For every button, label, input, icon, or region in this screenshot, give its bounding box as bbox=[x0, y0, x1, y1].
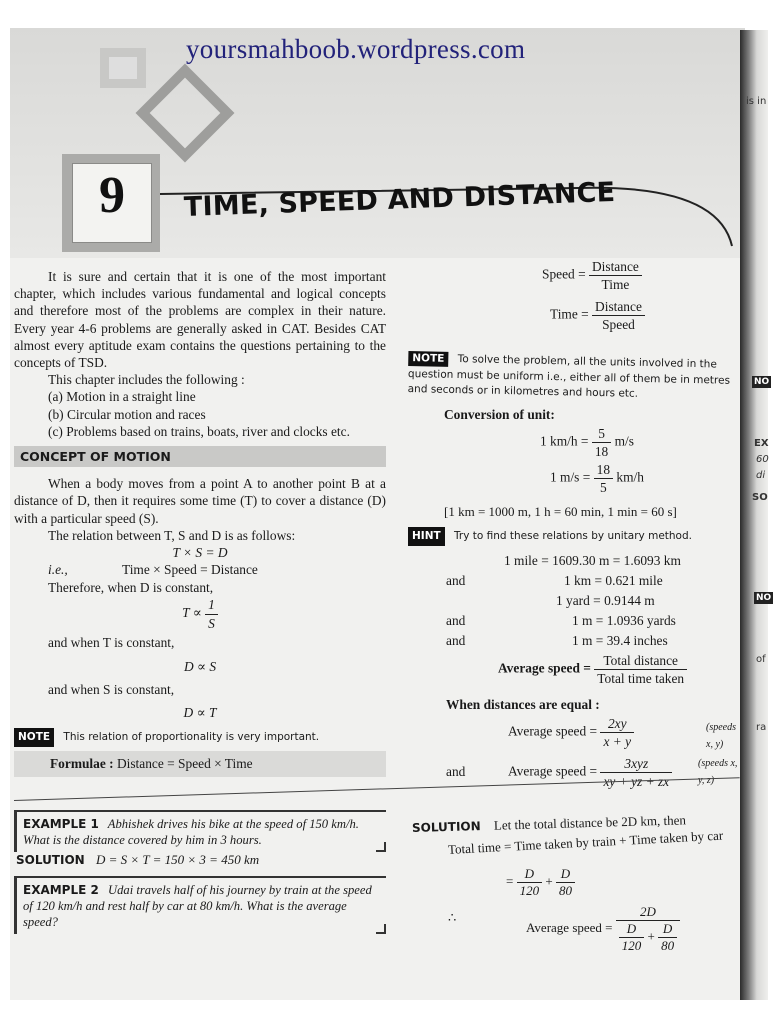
formula-lhs: Time = bbox=[550, 306, 589, 322]
formula-lhs: Average speed = bbox=[508, 763, 598, 779]
fraction-numerator: D bbox=[619, 921, 645, 938]
relation-mile: 1 mile = 1609.30 m = 1.6093 km bbox=[504, 553, 681, 568]
formulae-bar bbox=[14, 751, 386, 776]
edge-fragment: of bbox=[756, 654, 766, 665]
relation-km: 1 km = 0.621 mile bbox=[564, 573, 663, 588]
fraction-denominator: 120 bbox=[621, 938, 642, 953]
list-item: (b) Circular motion and races bbox=[48, 406, 206, 422]
proportion-lhs: T ∝ bbox=[182, 605, 202, 621]
formulae-text: Distance = Speed × Time bbox=[116, 756, 253, 772]
fraction-numerator: 18 bbox=[594, 461, 613, 479]
fraction bbox=[205, 596, 218, 631]
fraction-denominator: 5 bbox=[600, 480, 607, 495]
formula-lhs: Average speed = bbox=[498, 660, 591, 676]
edge-fragment: SO bbox=[752, 492, 768, 503]
fraction bbox=[517, 866, 543, 899]
solution-label: SOLUTION bbox=[411, 819, 481, 835]
fraction-numerator: Total distance bbox=[594, 652, 687, 670]
hint-row bbox=[408, 526, 738, 546]
relation-row bbox=[408, 592, 738, 612]
decorative-square bbox=[100, 48, 146, 88]
edge-fragment: EX bbox=[754, 438, 769, 449]
fraction-denominator: 80 bbox=[558, 883, 572, 898]
therefore-sign: ∴ bbox=[448, 910, 457, 925]
note-row bbox=[14, 727, 386, 747]
concept-paragraph: When a body moves from a point A to another point B at a distance of D, then it requires some time (T) to cover a distance (D) with a particular speed (S). bbox=[14, 476, 386, 526]
section-heading: CONCEPT OF MOTION bbox=[14, 446, 386, 467]
intro-paragraph: It is sure and certain that it is one of the most important chapter, which includes various fundamental and logical concepts and therefore most of the problems are complex in their nature. Every year 4-6 problems are generally asked in CAT. Besides CAT almost every aptitude exam contains the questions pertaining to the concepts of TSD. bbox=[14, 269, 386, 371]
fraction-denominator: Time bbox=[601, 277, 630, 292]
book-spine bbox=[740, 30, 768, 1020]
formula-lhs: Average speed = bbox=[526, 919, 613, 935]
relation-m-yards: 1 m = 1.0936 yards bbox=[572, 613, 676, 628]
fraction-numerator: Distance bbox=[592, 298, 645, 316]
hint-text: Try to find these relations by unitary method. bbox=[454, 530, 692, 542]
conversion-kmh bbox=[408, 425, 738, 461]
right-column bbox=[408, 256, 738, 795]
average-speed-formula bbox=[408, 652, 738, 692]
equal-distance-heading: When distances are equal : bbox=[446, 697, 600, 712]
proportion-d-s: D ∝ S bbox=[183, 658, 217, 674]
equation-row bbox=[14, 561, 386, 579]
chapter-number: 9 bbox=[99, 167, 125, 224]
edge-fragment: NO bbox=[756, 593, 772, 603]
relation-row bbox=[408, 552, 738, 572]
example-2 bbox=[14, 876, 386, 934]
total-time-line: Total time = Time taken by train + Time taken by car bbox=[447, 827, 724, 857]
avg-speed-result bbox=[526, 904, 680, 954]
relation-intro: The relation between T, S and D is as follows: bbox=[48, 527, 296, 543]
fraction-numerator: 2xy bbox=[600, 715, 634, 733]
formula-lhs: Average speed = bbox=[508, 723, 598, 739]
watermark: yoursmahboob.wordpress.com bbox=[186, 34, 526, 64]
fraction-denominator: x + y bbox=[603, 734, 632, 749]
compound-fraction bbox=[616, 904, 680, 954]
fraction-numerator: D bbox=[658, 921, 677, 938]
note-text: To solve the problem, all the units involved in the question must be uniform i.e., either all of them be in metres and seconds or in kilometres and hours etc. bbox=[407, 353, 731, 400]
relation-m-inches: 1 m = 39.4 inches bbox=[572, 633, 668, 648]
note-tag: NOTE bbox=[408, 351, 448, 367]
speeds-note: (speeds x, y) bbox=[706, 722, 736, 750]
fraction bbox=[594, 461, 613, 496]
fraction-numerator: 2D bbox=[616, 904, 680, 921]
fraction bbox=[592, 425, 611, 460]
and-label: and bbox=[446, 764, 466, 779]
solution-text: D = S × T = 150 × 3 = 450 km bbox=[95, 852, 260, 867]
plus-sign: + bbox=[545, 873, 553, 889]
note-tag: NOTE bbox=[14, 728, 54, 747]
fraction-numerator: D bbox=[517, 866, 543, 883]
unit: m/s bbox=[614, 433, 634, 449]
chapter-title: TIME, SPEED AND DISTANCE bbox=[183, 176, 616, 223]
list-item: (a) Motion in a straight line bbox=[48, 389, 196, 405]
relation-row bbox=[408, 572, 738, 592]
fraction-numerator: 5 bbox=[592, 425, 611, 443]
formula-lhs: Speed = bbox=[542, 266, 586, 282]
example-corner bbox=[376, 924, 386, 934]
fraction-denominator bbox=[616, 921, 680, 954]
t-constant-text: and when T is constant, bbox=[48, 635, 175, 651]
unit-bracket: [1 km = 1000 m, 1 h = 60 min, 1 min = 60 s] bbox=[444, 504, 677, 519]
relation-row bbox=[408, 632, 738, 652]
hint-tag: HINT bbox=[408, 527, 445, 546]
page-margin bbox=[0, 0, 10, 1024]
fraction-denominator: xy + yz + zx bbox=[603, 774, 670, 789]
topic-list bbox=[14, 388, 386, 440]
speed-formula bbox=[408, 256, 738, 296]
example-label: EXAMPLE 1 bbox=[23, 817, 99, 831]
solution-1 bbox=[16, 852, 259, 868]
edge-fragment: is in bbox=[746, 96, 767, 107]
fraction-denominator: Total time taken bbox=[597, 671, 685, 686]
unit: km/h bbox=[616, 469, 644, 485]
bottom-margin bbox=[0, 1000, 768, 1024]
edge-fragment: di bbox=[756, 470, 766, 481]
speeds-note: (speeds x, y, z) bbox=[698, 758, 738, 786]
fraction bbox=[600, 715, 634, 750]
fraction-denominator: 80 bbox=[661, 938, 675, 953]
conversion-ms bbox=[408, 461, 738, 499]
example-text: Udai travels half of his journey by train at the speed of 120 km/h and rest half by car at 80 km/h. What is the average speed? bbox=[23, 883, 372, 929]
fraction-denominator: 18 bbox=[594, 444, 609, 459]
example-corner bbox=[376, 842, 386, 852]
formulae-label: Formulae : bbox=[50, 756, 114, 772]
list-intro: This chapter includes the following : bbox=[48, 372, 245, 388]
edge-fragment: NO bbox=[754, 377, 770, 387]
ie-label: i.e., bbox=[48, 562, 68, 578]
example-text: Abhishek drives his bike at the speed of 150 km/h. What is the distance covered by him in 3 hours. bbox=[23, 817, 359, 847]
note-row bbox=[408, 350, 739, 403]
fraction bbox=[658, 921, 677, 954]
fraction-numerator: 1 bbox=[205, 596, 218, 614]
fraction bbox=[589, 258, 642, 293]
average-speed-three bbox=[408, 755, 738, 795]
equals-sign: = bbox=[506, 873, 514, 889]
s-constant-text: and when S is constant, bbox=[48, 681, 175, 697]
solution-label: SOLUTION bbox=[16, 853, 85, 867]
fraction-denominator: Speed bbox=[602, 317, 635, 332]
fraction-denominator: 120 bbox=[519, 883, 540, 898]
fraction-numerator: Distance bbox=[589, 258, 642, 276]
and-label: and bbox=[446, 633, 466, 648]
example-label: EXAMPLE 2 bbox=[23, 883, 99, 897]
formula-lhs: 1 km/h = bbox=[540, 433, 589, 449]
left-column bbox=[14, 268, 386, 777]
note-text: This relation of proportionality is very important. bbox=[63, 731, 320, 744]
fraction-numerator: D bbox=[556, 866, 575, 883]
d-constant-text: Therefore, when D is constant, bbox=[48, 580, 214, 596]
average-speed-two bbox=[408, 715, 738, 755]
example-1 bbox=[14, 810, 386, 852]
fraction-denominator: S bbox=[208, 615, 215, 631]
equation-tsd: T × S = D bbox=[172, 545, 228, 561]
and-label: and bbox=[446, 573, 466, 588]
fraction bbox=[592, 298, 645, 333]
fraction bbox=[600, 755, 672, 790]
relation-row bbox=[408, 612, 738, 632]
fraction bbox=[556, 866, 575, 899]
conversion-heading: Conversion of unit: bbox=[444, 407, 555, 422]
fraction-numerator: 3xyz bbox=[600, 755, 672, 773]
proportion-t-inverse-s bbox=[14, 596, 386, 630]
total-time-fractions bbox=[506, 866, 575, 899]
proportion-d-t: D ∝ T bbox=[183, 705, 217, 721]
formula-lhs: 1 m/s = bbox=[550, 469, 591, 485]
list-item: (c) Problems based on trains, boats, river and clocks etc. bbox=[48, 423, 350, 439]
and-label: and bbox=[446, 613, 466, 628]
edge-fragment: 60 bbox=[756, 454, 769, 465]
fraction bbox=[619, 921, 645, 954]
time-formula bbox=[408, 296, 738, 336]
fraction bbox=[594, 652, 687, 687]
plus-sign: + bbox=[647, 928, 655, 944]
edge-fragment: ra bbox=[756, 722, 767, 733]
solution-text: Let the total distance be 2D km, then bbox=[493, 812, 687, 833]
relation-yard: 1 yard = 0.9144 m bbox=[556, 593, 655, 608]
equation-words: Time × Speed = Distance bbox=[122, 562, 258, 578]
